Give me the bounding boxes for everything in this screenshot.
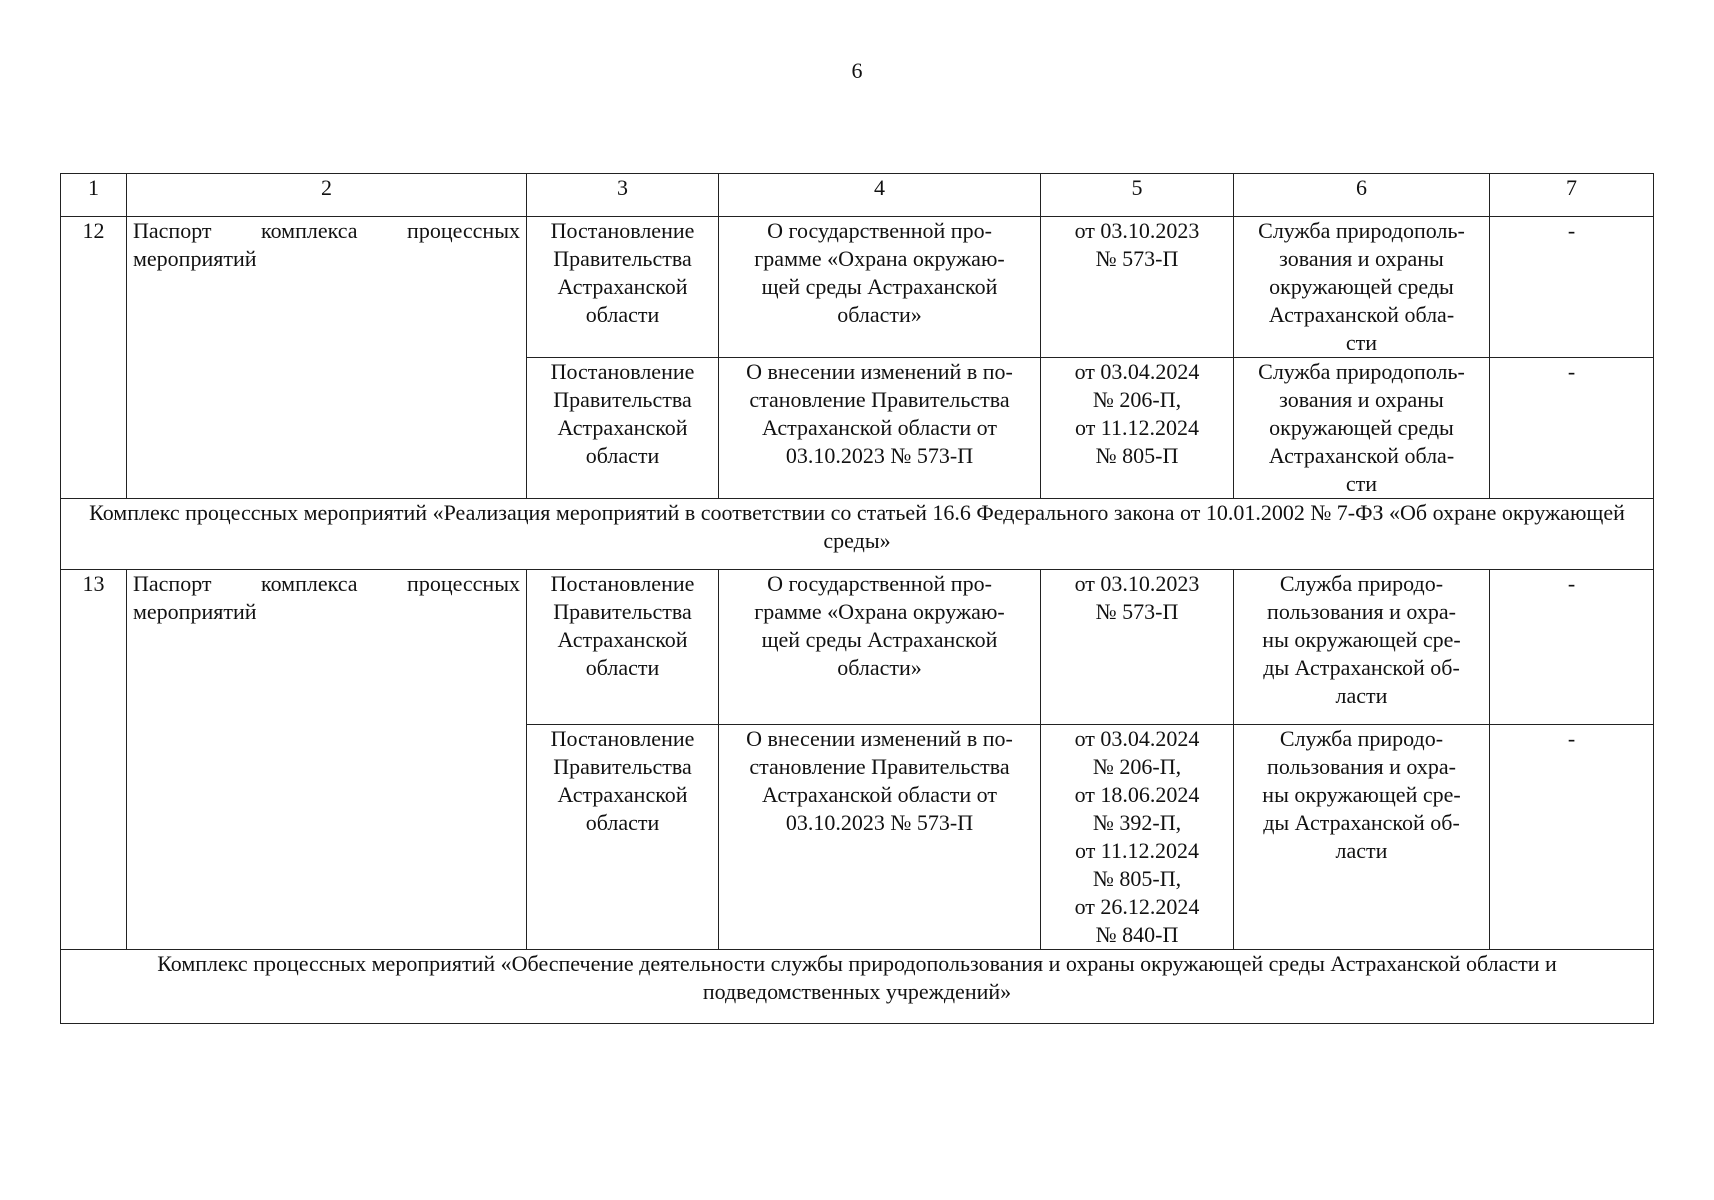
row-number: 13 [61, 570, 127, 950]
act-type: Постановление Правительства Астраханской области [527, 570, 719, 725]
cell-text-line: сти [1345, 471, 1378, 496]
cell-text-line: становление Правительства [749, 754, 1010, 779]
act-type: Постановление Правительства Астраханской области [527, 725, 719, 950]
act-title [719, 217, 1041, 358]
cell-text-line: области» [837, 302, 922, 327]
document-table [60, 173, 1654, 1024]
document-name: Паспорт комплекса процессных мероприятий [127, 217, 527, 499]
cell-text-line: от 26.12.2024 [1074, 894, 1200, 919]
cell-text-line: окружающей среды [1269, 274, 1454, 299]
note: - [1490, 725, 1654, 950]
cell-text-line: 03.10.2023 № 573-П [785, 810, 974, 835]
act-type: Постановление Правительства Астраханской области [527, 358, 719, 499]
cell-text-line: становление Правительства [749, 387, 1010, 412]
header-cell-6: 6 [1234, 174, 1490, 217]
cell-text-line: Астраханской области от [762, 415, 997, 440]
note: - [1490, 217, 1654, 358]
cell-text-line: Астраханской области от [762, 782, 997, 807]
section-row [61, 499, 1654, 570]
cell-text-line: от 11.12.2024 [1074, 838, 1199, 863]
act-date [1041, 570, 1234, 725]
page-number: 6 [851, 58, 863, 83]
cell-text-line: от 03.04.2024 [1074, 359, 1200, 384]
cell-text-line: грамме «Охрана окружаю- [754, 246, 1005, 271]
act-title [719, 570, 1041, 725]
note: - [1490, 358, 1654, 499]
cell-text-line: Астраханской обла- [1268, 302, 1455, 327]
cell-text-line: О государственной про- [767, 218, 992, 243]
cell-text-line: ласти [1335, 683, 1388, 708]
act-date [1041, 725, 1234, 950]
table-row [61, 217, 1654, 358]
header-cell-3: 3 [527, 174, 719, 217]
cell-text-line: ды Астраханской об- [1263, 810, 1460, 835]
row-number: 12 [61, 217, 127, 499]
cell-text-line: зования и охраны [1279, 246, 1444, 271]
cell-text-line: грамме «Охрана окружаю- [754, 599, 1005, 624]
cell-text-line: № 840-П [1095, 922, 1179, 947]
act-date [1041, 358, 1234, 499]
cell-text-line: № 805-П [1095, 443, 1179, 468]
cell-text-line: сти [1345, 330, 1378, 355]
cell-text-line: от 03.10.2023 [1074, 571, 1200, 596]
header-cell-7: 7 [1490, 174, 1654, 217]
cell-text-line: ды Астраханской об- [1263, 655, 1460, 680]
act-type: Постановление Правительства Астраханской области [527, 217, 719, 358]
cell-text-line: Служба природо- [1279, 571, 1444, 596]
section-title: Комплекс процессных мероприятий «Реализация мероприятий в соответствии со статьей 16.6 Федерального закона от 10.01.2002 № 7-ФЗ «Об охране окружающей среды» [61, 499, 1654, 570]
document-name: Паспорт комплекса процессных мероприятий [127, 570, 527, 950]
header-row [61, 174, 1654, 217]
authority [1234, 358, 1490, 499]
cell-text-line: от 03.10.2023 [1074, 218, 1200, 243]
act-date [1041, 217, 1234, 358]
cell-text-line: ласти [1335, 838, 1388, 863]
header-cell-1: 1 [61, 174, 127, 217]
cell-text-line: ны окружающей сре- [1262, 782, 1461, 807]
cell-text-line: О внесении изменений в по- [746, 359, 1013, 384]
table-row [61, 570, 1654, 725]
cell-text-line: Служба природополь- [1258, 359, 1465, 384]
cell-text-line: 03.10.2023 № 573-П [785, 443, 974, 468]
cell-text-line: от 18.06.2024 [1074, 782, 1200, 807]
authority [1234, 725, 1490, 950]
cell-text-line: О государственной про- [767, 571, 992, 596]
header-cell-2: 2 [127, 174, 527, 217]
cell-text-line: от 03.04.2024 [1074, 726, 1200, 751]
cell-text-line: щей среды Астраханской [761, 274, 998, 299]
header-cell-5: 5 [1041, 174, 1234, 217]
authority [1234, 570, 1490, 725]
act-title [719, 725, 1041, 950]
cell-text-line: пользования и охра- [1267, 599, 1456, 624]
header-cell-4: 4 [719, 174, 1041, 217]
act-title [719, 358, 1041, 499]
cell-text-line: Служба природополь- [1258, 218, 1465, 243]
cell-text-line: пользования и охра- [1267, 754, 1456, 779]
cell-text-line: № 206-П, [1092, 754, 1182, 779]
cell-text-line: щей среды Астраханской [761, 627, 998, 652]
cell-text-line: от 11.12.2024 [1074, 415, 1199, 440]
cell-text-line: окружающей среды [1269, 415, 1454, 440]
cell-text-line: О внесении изменений в по- [746, 726, 1013, 751]
cell-text-line: зования и охраны [1279, 387, 1444, 412]
cell-text-line: № 573-П [1095, 246, 1179, 271]
cell-text-line: ны окружающей сре- [1262, 627, 1461, 652]
cell-text-line: Астраханской обла- [1268, 443, 1455, 468]
cell-text-line: Служба природо- [1279, 726, 1444, 751]
authority [1234, 217, 1490, 358]
cell-text-line: № 805-П, [1092, 866, 1182, 891]
cell-text-line: № 206-П, [1092, 387, 1182, 412]
cell-text-line: № 573-П [1095, 599, 1179, 624]
cell-text-line: № 392-П, [1092, 810, 1182, 835]
note: - [1490, 570, 1654, 725]
section-row [61, 950, 1654, 1024]
table-body [61, 174, 1654, 1024]
section-title: Комплекс процессных мероприятий «Обеспечение деятельности службы природопользования и охраны окружающей среды Астраханской области и подведомственных учреждений» [61, 950, 1654, 1024]
cell-text-line: области» [837, 655, 922, 680]
